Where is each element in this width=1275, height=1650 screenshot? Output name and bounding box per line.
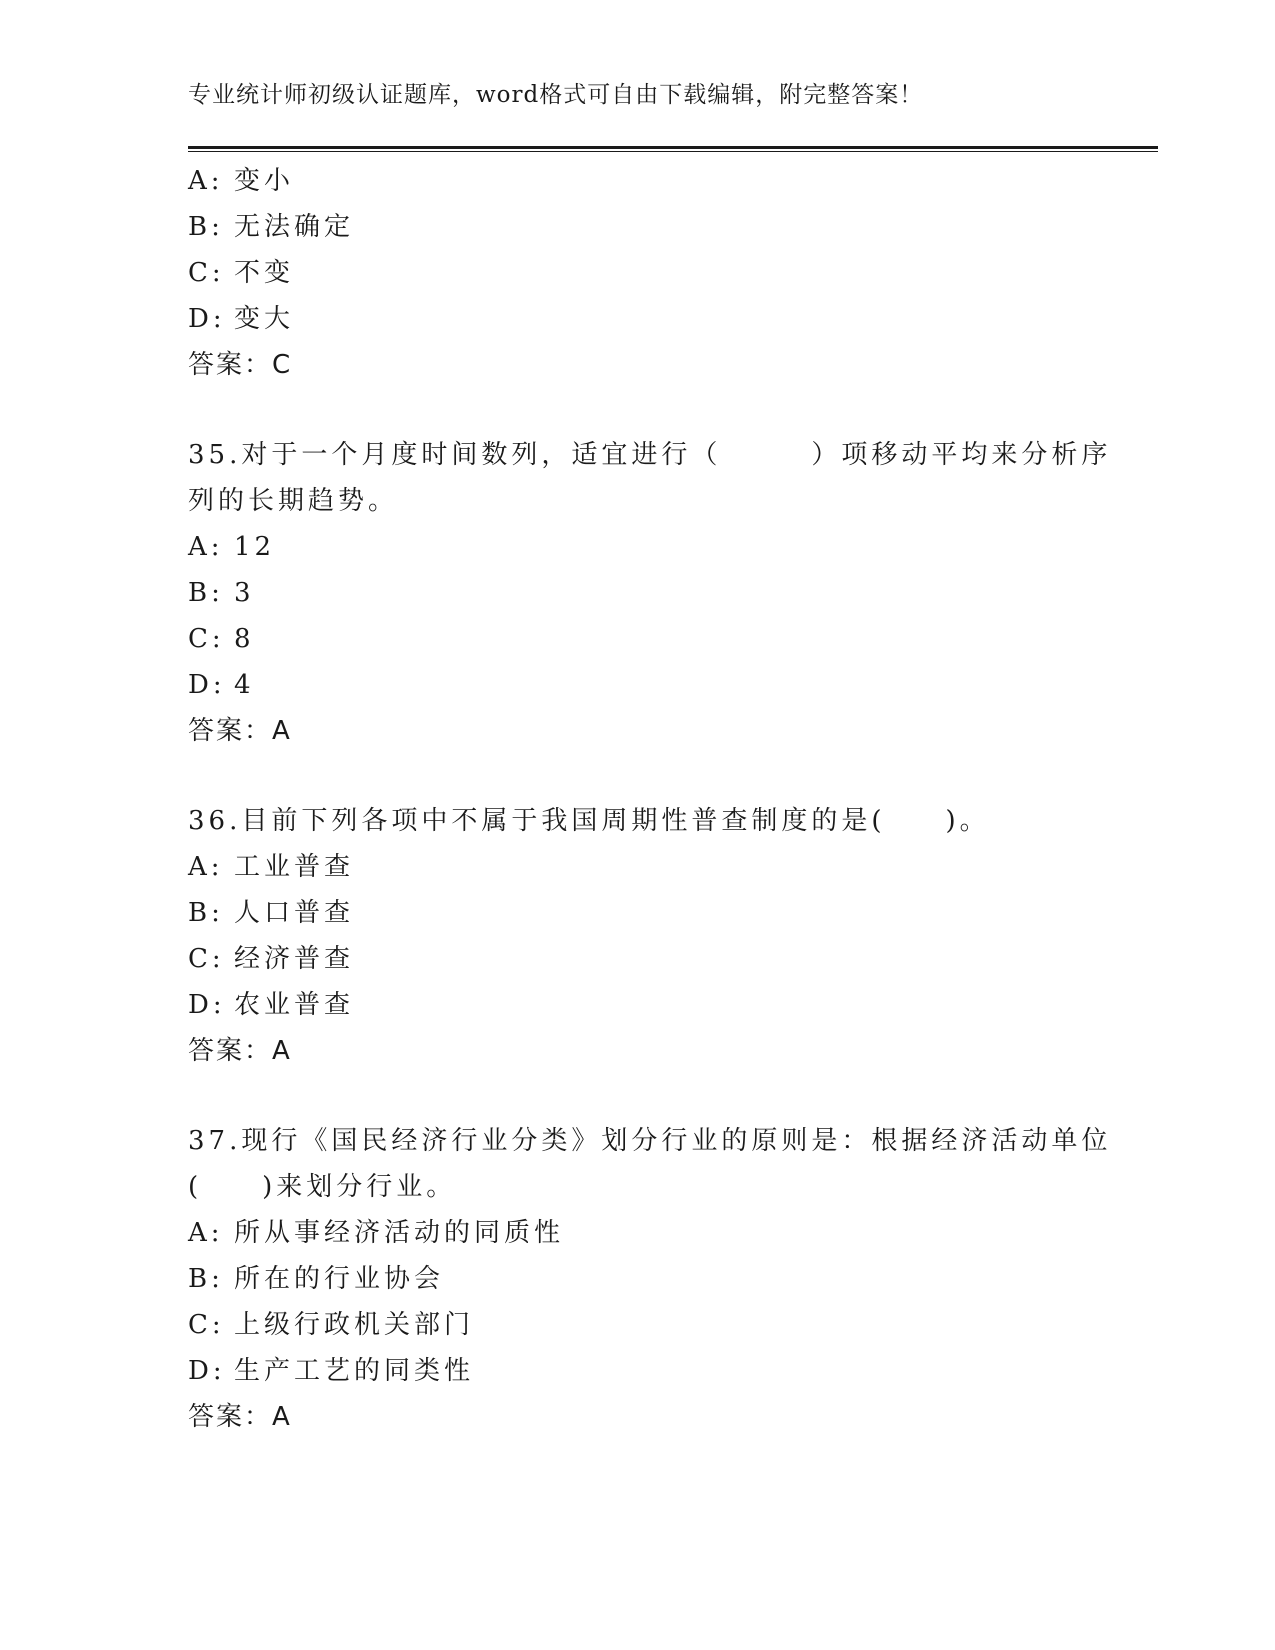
answer-line: 答案：A [188,1402,292,1432]
question-stem [188,432,1112,524]
spacer [188,388,1088,432]
answer-line: 答案：A [188,716,292,746]
option-text: 4 [234,670,255,700]
question-stem [188,1118,1112,1210]
option-key: A: [188,1218,224,1248]
option-key: D: [188,304,226,334]
option-key: C: [188,258,225,288]
option-text: 12 [234,532,276,562]
header-divider [188,146,1158,153]
option-text: 不变 [234,258,295,288]
option-a [188,1210,1088,1256]
option-text: 生产工艺的同类性 [234,1356,475,1386]
option-key: D: [188,670,226,700]
option-key: B: [188,898,224,928]
spacer [188,1074,1088,1118]
option-key: B: [188,1264,224,1294]
option-key: A: [188,852,224,882]
option-d [188,982,1088,1028]
option-a [188,158,1088,204]
option-d [188,296,1088,342]
option-key: A: [188,532,224,562]
option-text: 所从事经济活动的同质性 [234,1218,565,1248]
option-c [188,936,1088,982]
option-key: C: [188,624,225,654]
option-text: 所在的行业协会 [234,1264,445,1294]
header-divider-thick [188,146,1158,149]
option-d [188,1348,1088,1394]
question-36 [188,798,1088,1074]
option-text: 变小 [234,166,295,196]
option-key: A: [188,166,224,196]
option-c [188,1302,1088,1348]
option-b [188,570,1088,616]
option-key: B: [188,212,224,242]
option-key: C: [188,1310,225,1340]
question-35 [188,432,1112,754]
option-b [188,204,1088,250]
page-header-text: 专业统计师初级认证题库，word格式可自由下载编辑，附完整答案！ [188,82,924,108]
option-key: D: [188,1356,226,1386]
option-key: B: [188,578,224,608]
question-37 [188,1118,1112,1440]
question-continuation [188,158,1088,388]
option-a [188,524,1088,570]
option-c [188,250,1088,296]
header-divider-thin [188,151,1158,152]
option-text: 上级行政机关部门 [234,1310,475,1340]
question-stem-line: 36.目前下列各项中不属于我国周期性普查制度的是( )。 [188,806,990,836]
option-text: 人口普查 [234,898,355,928]
option-text: 农业普查 [234,990,355,1020]
answer-line: 答案：A [188,1036,292,1066]
question-stem [188,798,1088,844]
option-b [188,890,1088,936]
option-key: C: [188,944,225,974]
option-text: 经济普查 [234,944,355,974]
question-stem-line: ( )来划分行业。 [188,1172,457,1202]
option-text: 工业普查 [234,852,355,882]
option-text: 8 [234,624,255,654]
option-d [188,662,1088,708]
option-a [188,844,1088,890]
option-text: 变大 [234,304,295,334]
answer-line: 答案：C [188,350,293,380]
question-stem-line: 列的长期趋势。 [188,486,399,516]
option-text: 3 [234,578,255,608]
option-b [188,1256,1088,1302]
option-text: 无法确定 [234,212,355,242]
spacer [188,754,1088,798]
option-c [188,616,1088,662]
question-stem-line: 37.现行《国民经济行业分类》划分行业的原则是：根据经济活动单位 [188,1126,1112,1156]
question-content [188,158,1112,1440]
question-stem-line: 35.对于一个月度时间数列，适宜进行（ ）项移动平均来分析序 [188,440,1112,470]
option-key: D: [188,990,226,1020]
